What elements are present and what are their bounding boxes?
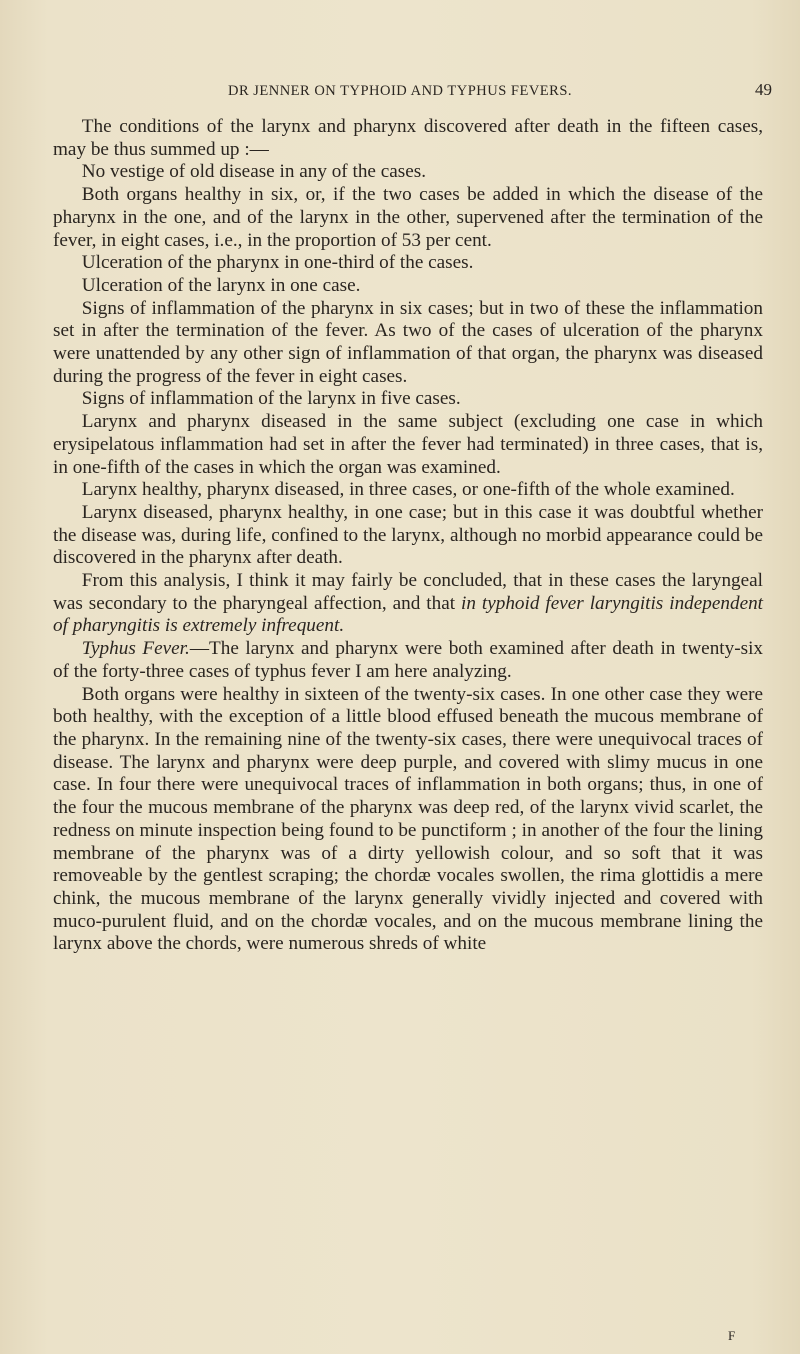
paragraph-typhus [53, 638, 763, 683]
page-number: 49 [755, 80, 772, 99]
paragraph: Both organs were healthy in sixteen of the twenty-six cases. In one other case they were both healthy, with the exception of a little blood effused beneath the mucous membrane of the pharynx. In the remaining nine of the twenty-six cases, there were unequivocal traces of disease. The larynx and pharynx were deep purple, and covered with slimy mucus in one case. In four there were unequivocal traces of inflammation in both organs; thus, in one of the four the mucous membrane of the pharynx was deep red, of the larynx vivid scarlet, the redness on minute inspection being found to be punctiform ; in another of the four the lining membrane of the pharynx was of a dirty yellowish colour, and so soft that it was removeable by the gentlest scraping; the chordæ vocales swollen, the rima glottidis a mere chink, the mucous membrane of the larynx generally vividly injected and covered with muco-purulent fluid, and on the chordæ vocales, and on the mucous membrane lining the larynx above the chords, were numerous shreds of white [53, 683, 763, 955]
typhus-text: —The larynx and pharynx were both examined after death in twenty-six of the forty-three cases of typhus fever I am here analyzing. [53, 638, 763, 682]
paragraph-conclusion [53, 570, 763, 638]
paragraph: The conditions of the larynx and pharynx discovered after death in the fifteen cases, may be thus summed up :— [53, 116, 763, 160]
paragraph: Larynx and pharynx diseased in the same subject (excluding one case in which erysipelatous inflammation had set in after the fever had terminated) in three cases, that is, in one-fifth of the cases in which the organ was examined. [53, 411, 763, 478]
paragraph: Signs of inflammation of the larynx in five cases. [81, 388, 461, 410]
paragraph: Ulceration of the pharynx in one-third of the cases. [81, 252, 474, 274]
conclusion-lead: From this analysis, I think it may fairly be concluded, that in these cases the laryngeal was secondary to the pharyngeal affection, and that [53, 570, 763, 614]
section-heading-typhus: Typhus Fever. [81, 638, 190, 660]
conclusion-italic: in typhoid fever laryngitis independent of pharyngitis is extremely infrequent. [53, 592, 764, 637]
paragraph: Signs of inflammation of the pharynx in six cases; but in two of these the inflammation set in after the termination of the fever. As two of the cases of ulceration of the pharynx were unattended by any other sign of inflammation of that organ, the pharynx was diseased during the progress of the fever in eight cases. [53, 297, 763, 387]
body-text [53, 116, 763, 956]
running-head: DR JENNER ON TYPHOID AND TYPHUS FEVERS. [227, 83, 573, 99]
paragraph: Larynx diseased, pharynx healthy, in one case; but in this case it was doubtful whether the disease was, during life, confined to the larynx, although no morbid appearance could be discovered in the pharynx after death. [53, 501, 763, 569]
paragraph: Both organs healthy in six, or, if the two cases be added in which the disease of the pharynx in the one, and of the larynx in the other, supervened after the termination of the fever, in eight cases, i.e., in the proportion of 53 per cent. [53, 184, 763, 251]
signature-mark: F [728, 1328, 736, 1343]
paragraph: Larynx healthy, pharynx diseased, in three cases, or one-fifth of the whole examined. [81, 479, 735, 501]
paragraph: Ulceration of the larynx in one case. [81, 274, 361, 296]
paragraph: No vestige of old disease in any of the cases. [81, 161, 427, 183]
